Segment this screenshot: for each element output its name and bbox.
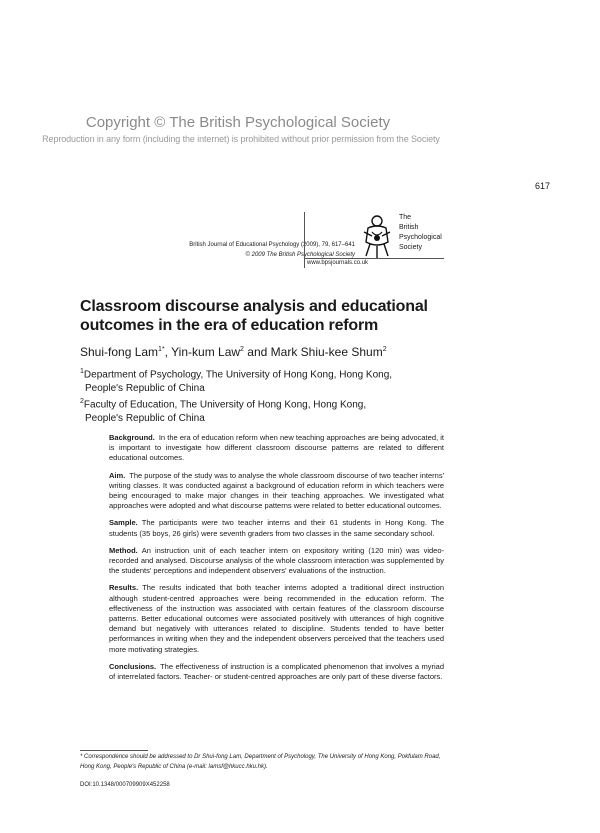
society-name-line: Society [399, 244, 422, 251]
affiliations [80, 365, 392, 425]
affiliation-line: People's Republic of China [85, 412, 205, 424]
abstract [109, 433, 444, 689]
abstract-heading: Aim. [109, 470, 126, 480]
affiliation-text: Department of Psychology, The University of Hong Kong, Hong Kong, [83, 369, 393, 381]
abstract-text: An instruction unit of each teacher intern on expository writing (120 min) was video-recorded and analysed. Discourse analysis of the whole classroom interaction was supplemented by the students' perceptions and independent observers' evaluations of the instruction. [109, 545, 444, 576]
abstract-heading: Results. [109, 583, 139, 593]
page-number: 617 [534, 181, 550, 191]
abstract-heading: Background. [109, 433, 155, 442]
author-name: Mark Shiu-kee Shum [270, 345, 383, 359]
author-name: Shui-fong Lam [80, 345, 159, 359]
abstract-heading: Method. [109, 545, 138, 555]
author-superscript: 1* [158, 346, 165, 353]
bps-logo-icon [360, 212, 394, 260]
affiliation-line [80, 395, 392, 412]
society-name-line: Psychological [399, 234, 442, 241]
journal-citation-block [189, 240, 355, 260]
abstract-text: The purpose of the study was to analyse the whole classroom discourse of two teacher interns' writing classes. It was conducted against a background of education reform in which teachers were being encouraged to make major changes in their teaching approaches. We investigated what approaches were adopted and what discourse patterns were related to better educational outcomes. [109, 470, 444, 511]
copyright-watermark: Copyright © The British Psychological Society [85, 114, 391, 131]
author-superscript: 2 [240, 346, 244, 353]
journal-website[interactable]: www.bpsjournals.co.uk [307, 260, 369, 266]
affiliation-line [80, 365, 392, 382]
journal-copyright: © 2009 The British Psychological Society [245, 252, 355, 258]
author-separator: and [243, 345, 271, 359]
abstract-heading: Conclusions. [109, 661, 157, 671]
doi[interactable]: DOI:10.1348/000709909X452258 [80, 782, 170, 788]
author-superscript: 2 [382, 346, 387, 353]
abstract-paragraph [109, 583, 444, 654]
abstract-paragraph [109, 662, 444, 682]
abstract-text: The results indicated that both teacher interns adopted a traditional direct instruction although student-centred approaches were being recommended in the education reform. The effectiveness of the instruction was associated with certain features of the classroom discourse patterns. Better educational outcomes were associated positively with utterances of high cognitive demand but negatively with utterances related to discipline. Students tended to have better performances in writing when they and the independent observers perceived that the teachers used more motivating strategies. [109, 583, 444, 654]
logo-divider-vertical [304, 212, 305, 268]
logo-divider [304, 258, 444, 259]
abstract-heading: Sample. [109, 518, 138, 528]
reproduction-notice: Reproduction in any form (including the internet) is prohibited without prior permission from the Society [42, 134, 440, 144]
article-title: Classroom discourse analysis and educational outcomes in the era of education reform [80, 298, 428, 334]
society-name-line: British [399, 224, 419, 231]
affiliation-superscript: 2 [80, 397, 84, 405]
author-separator: , [164, 345, 172, 359]
abstract-paragraph [109, 546, 444, 577]
author-list [80, 345, 387, 359]
abstract-text: The participants were two teacher interns and their 61 students in Hong Kong. The students (35 boys, 26 girls) were seventh graders from two classes in the same secondary school. [109, 518, 444, 538]
author-name: Yin-kum Law [171, 345, 241, 359]
abstract-text: The effectiveness of instruction is a complicated phenomenon that involves a myriad of interrelated factors. Teacher- or student-centred approaches are only part of these diverse factors. [109, 661, 444, 682]
footnote-divider [80, 750, 148, 751]
affiliation-superscript: 1 [80, 368, 84, 375]
abstract-paragraph [109, 471, 444, 512]
society-name [399, 213, 442, 253]
abstract-text: In the era of education reform when new teaching approaches are being advocated, it is important to investigate how different classroom discourse patterns are related to different educational outcomes. [109, 433, 444, 463]
affiliation-text: Faculty of Education, The University of Hong Kong, Hong Kong, [83, 399, 367, 411]
abstract-paragraph [109, 433, 444, 464]
correspondence-footnote: * Correspondence should be addressed to Dr Shui-fong Lam, Department of Psychology, The University of Hong Kong, Pokfulam Road, Hong Kong, People's Republic of China (e-mail: lamsf@hkucc.hku.hk). [80, 754, 441, 770]
journal-citation: British Journal of Educational Psychology (2009), 79, 617–641 [189, 242, 355, 248]
abstract-paragraph [109, 518, 444, 538]
affiliation-line: People's Republic of China [85, 382, 205, 394]
society-name-line: The [399, 214, 412, 221]
